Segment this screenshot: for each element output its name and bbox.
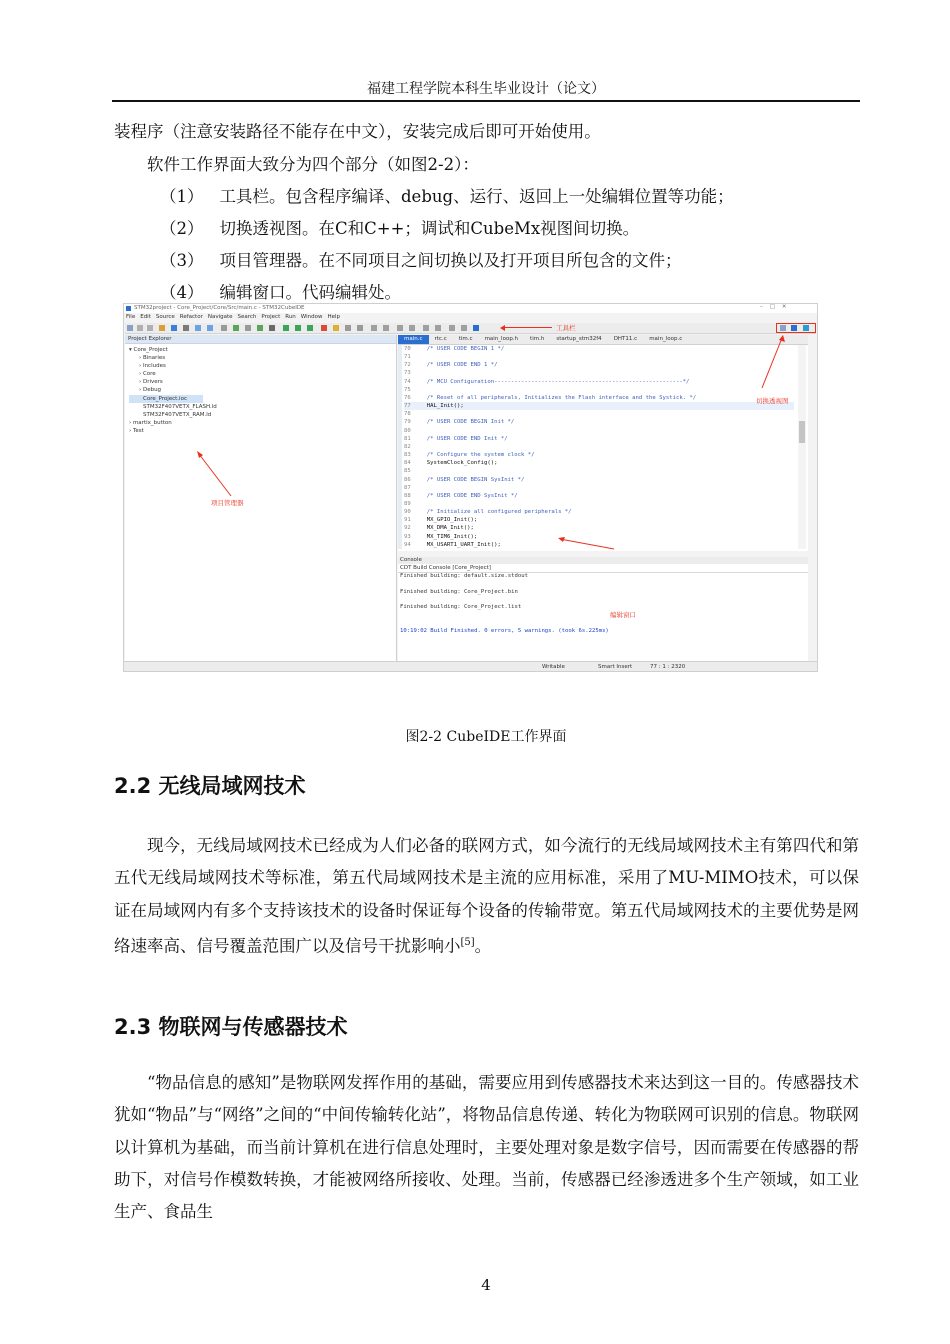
- code-line: [404, 459, 794, 467]
- tab-tim-c[interactable]: tim.c: [458, 336, 473, 342]
- code-line: [404, 402, 794, 410]
- console-subheader: [398, 565, 808, 573]
- code-line: [404, 435, 794, 443]
- running-header: 福建工程学院本科生毕业设计（论文）: [367, 81, 605, 97]
- console-line: [400, 620, 609, 628]
- list-item-3: [160, 247, 682, 271]
- code-line: [404, 524, 794, 532]
- line-text: /* Reset of all peripherals, Initializes the Flash interface and the Systick. */: [420, 394, 697, 401]
- window-controls-icon: – □ ✕: [760, 304, 787, 310]
- list-num: （1）: [160, 187, 204, 206]
- menu-help[interactable]: Help: [327, 314, 341, 320]
- console-line: Finished building: Core_Project.list: [400, 604, 522, 611]
- menu-search[interactable]: Search: [237, 314, 257, 320]
- tree-item[interactable]: › Binaries: [139, 355, 166, 362]
- tab-main-loop-c[interactable]: main_loop.c: [649, 336, 683, 342]
- code-line: [404, 508, 794, 516]
- code-line: [404, 394, 794, 402]
- line-number: 87: [404, 484, 411, 491]
- tree-item[interactable]: STM32F407VETX_RAM.ld: [143, 411, 212, 418]
- code-line: [404, 345, 794, 353]
- project-explorer: [125, 335, 397, 669]
- line-number: 83: [404, 452, 411, 459]
- line-number: 77: [404, 403, 411, 410]
- window-titlebar: [124, 304, 817, 313]
- console-tab[interactable]: Console: [400, 557, 422, 563]
- line-number: 75: [404, 386, 411, 393]
- line-text: /* USER CODE END SysInit */: [420, 492, 518, 499]
- tree-item[interactable]: › martix_button: [129, 419, 172, 426]
- tree-item[interactable]: › Core: [139, 371, 156, 378]
- code-line: [404, 427, 794, 435]
- perspective-switcher[interactable]: [776, 323, 816, 333]
- toolbar-icons[interactable]: [127, 324, 487, 332]
- menu-bar: [126, 314, 340, 322]
- tree-item[interactable]: › Test: [129, 427, 144, 434]
- list-item-4: [160, 279, 401, 303]
- section-2-2-end: 。: [474, 936, 492, 956]
- header-rule: [112, 100, 860, 102]
- section-2-3-body: [114, 1067, 859, 1228]
- project-tree: [129, 346, 217, 435]
- code-line: [404, 467, 794, 475]
- line-number: 94: [404, 541, 411, 548]
- editor-gutter: [398, 345, 402, 549]
- status-bar: [124, 661, 817, 671]
- menu-navigate[interactable]: Navigate: [207, 314, 233, 320]
- line-text: /* Configure the system clock */: [420, 452, 535, 459]
- editor-tabs: [398, 335, 808, 345]
- annotation-editor: 编辑窗口: [610, 611, 636, 619]
- perspective-cpp-icon[interactable]: [780, 325, 786, 331]
- cubeide-screenshot: [123, 303, 818, 672]
- editor-pane: [398, 335, 808, 551]
- list-num: （3）: [160, 251, 204, 270]
- perspective-debug-icon[interactable]: [791, 325, 797, 331]
- line-number: 81: [404, 435, 411, 442]
- page-number: 4: [481, 1276, 491, 1294]
- line-number: 90: [404, 509, 411, 516]
- list-num: （2）: [160, 219, 204, 238]
- toolbar-arrow: [504, 327, 552, 328]
- code-area[interactable]: [404, 345, 794, 549]
- annotation-explorer: 项目管理器: [211, 499, 244, 507]
- line-text: /* MCU Configuration--------------------------------------------------------*/: [420, 378, 690, 385]
- menu-file[interactable]: File: [126, 314, 136, 320]
- tree-item[interactable]: › Includes: [139, 363, 166, 370]
- list-text: 项目管理器。在不同项目之间切换以及打开项目所包含的文件；: [219, 251, 682, 270]
- code-line: [404, 451, 794, 459]
- list-item-2: [160, 215, 639, 239]
- line-number: 78: [404, 411, 411, 418]
- code-line: [404, 418, 794, 426]
- code-line: [404, 369, 794, 377]
- perspective-cubemx-icon[interactable]: [803, 325, 809, 331]
- figure-caption: 图2-2 CubeIDE工作界面: [405, 729, 567, 745]
- editor-scrollbar[interactable]: [798, 345, 806, 549]
- status-insert-mode: Smart Insert: [598, 664, 633, 670]
- intro-line-2: 软件工作界面大致分为四个部分（如图2-2）：: [147, 155, 479, 174]
- section-2-2-text: 现今，无线局域网技术已经成为人们必备的联网方式，如今流行的无线局域网技术主有第四代和第五代无线局域网技术等标准，第五代局域网技术是主流的应用标准，采用了MU-MIMO技术，可以保证在局域网内有多个支持该技术的设备时保证每个设备的传输带宽。第五代局域网技术的主要优势是网络速率高、信号覆盖范围广以及信号干扰影响小: [114, 836, 859, 956]
- section-heading-2-2: 2.2 无线局域网技术: [114, 774, 306, 798]
- section-2-2-body: [114, 830, 859, 963]
- line-text: /* USER CODE BEGIN SysInit */: [420, 476, 525, 483]
- toolbar-arrowhead-icon: [500, 325, 505, 331]
- line-text: MX_USART1_UART_Init();: [420, 541, 501, 548]
- citation: [5]: [460, 936, 475, 948]
- line-number: 74: [404, 378, 411, 385]
- line-number: 76: [404, 394, 411, 401]
- console-output: [400, 573, 609, 635]
- line-number: 92: [404, 525, 411, 532]
- line-number: 91: [404, 517, 411, 524]
- app-icon: [126, 306, 131, 311]
- line-text: MX_TIM6_Init();: [420, 533, 478, 540]
- list-text: 工具栏。包含程序编译、debug、运行、返回上一处编辑位置等功能；: [219, 187, 734, 206]
- line-number: 72: [404, 362, 411, 369]
- list-text: 编辑窗口。代码编辑处。: [219, 283, 401, 302]
- scrollbar-thumb[interactable]: [799, 421, 805, 443]
- code-line: [404, 378, 794, 386]
- tab-dht11-c[interactable]: DHT11.c: [613, 336, 638, 342]
- code-line: [404, 386, 794, 394]
- annotation-perspective: 切换透视图: [756, 397, 789, 405]
- explorer-arrow: [195, 450, 235, 500]
- line-number: 86: [404, 476, 411, 483]
- explorer-header: [125, 335, 396, 344]
- line-text: MX_DMA_Init();: [420, 525, 474, 532]
- line-number: 71: [404, 354, 411, 361]
- tab-tim-h[interactable]: tim.h: [530, 336, 545, 342]
- window-title: STM32project - Core_Project/Core/Src/main.c - STM32CubeIDE: [134, 305, 305, 311]
- tree-item[interactable]: STM32F407VETX_FLASH.ld: [143, 403, 217, 410]
- tree-item[interactable]: › Debug: [139, 387, 162, 394]
- code-line: [404, 492, 794, 500]
- code-line: [404, 516, 794, 524]
- toolbar: [125, 323, 816, 334]
- line-number: 84: [404, 460, 411, 467]
- console-line: [400, 612, 609, 620]
- menu-edit[interactable]: Edit: [140, 314, 151, 320]
- code-line: [404, 484, 794, 492]
- line-text: /* USER CODE BEGIN 1 */: [420, 346, 505, 352]
- menu-project[interactable]: Project: [261, 314, 281, 320]
- status-writable: Writable: [542, 664, 565, 670]
- line-number: 79: [404, 419, 411, 426]
- tree-item[interactable]: › Drivers: [139, 379, 163, 386]
- menu-run[interactable]: Run: [285, 314, 296, 320]
- section-2-3-text: “物品信息的感知”是物联网发挥作用的基础，需要应用到传感器技术来达到这一目的。传感器技术犹如“物品”与“网络”之间的“中间传输转化站”，将物品信息传递、转化为物联网可识别的信息。物联网以计算机为基础，而当前计算机在进行信息处理时，主要处理对象是数字信号，因而需要在传感器的帮助下，对信号作模数转换，才能被网络所接收、处理。当前，传感器已经渗透进多个生产领域，如工业生产、食品生: [114, 1073, 859, 1222]
- code-line: [404, 500, 794, 508]
- menu-refactor[interactable]: Refactor: [179, 314, 203, 320]
- console-subtitle: CDT Build Console [Core_Project]: [400, 565, 491, 571]
- explorer-title[interactable]: Project Explorer: [128, 336, 172, 342]
- code-line: [404, 443, 794, 451]
- tab-rtc-c[interactable]: rtc.c: [434, 336, 447, 342]
- list-num: （4）: [160, 283, 204, 302]
- code-line: [404, 353, 794, 361]
- list-item-1: [160, 183, 734, 207]
- menu-window[interactable]: Window: [300, 314, 323, 320]
- tree-item-selected[interactable]: Core_Project.ioc: [129, 395, 203, 403]
- line-text: /* USER CODE END Init */: [420, 435, 508, 442]
- tree-item[interactable]: ▾ Core_Project: [129, 347, 168, 353]
- tab-main-loop-h[interactable]: main_loop.h: [484, 336, 519, 342]
- line-text: SystemClock_Config();: [420, 460, 498, 467]
- line-number: 93: [404, 533, 411, 540]
- status-cursor-position: 77 : 1 : 2320: [650, 664, 686, 670]
- line-text: MX_GPIO_Init();: [420, 517, 478, 524]
- line-number: 89: [404, 500, 411, 507]
- code-line: [404, 361, 794, 369]
- intro-line-1: 装程序（注意安装路径不能存在中文），安装完成后即可开始使用。: [114, 122, 601, 141]
- console-line: [400, 596, 609, 604]
- perspective-arrow: [758, 334, 788, 392]
- menu-source[interactable]: Source: [155, 314, 175, 320]
- line-text: HAL_Init();: [420, 403, 464, 410]
- list-text: 切换透视图。在C和C++；调试和CubeMx视图间切换。: [219, 219, 640, 238]
- line-number: 88: [404, 492, 411, 499]
- console-tabbar: [398, 557, 808, 564]
- line-number: 85: [404, 468, 411, 475]
- line-number: 73: [404, 370, 411, 377]
- console-line: [400, 581, 609, 589]
- tab-startup[interactable]: startup_stm32f4: [556, 336, 602, 342]
- code-line: [404, 476, 794, 484]
- console-line: 10:19:02 Build Finished. 0 errors, 5 warnings. (took 6s.225ms): [400, 627, 609, 634]
- line-text: /* USER CODE BEGIN Init */: [420, 419, 515, 426]
- tab-main-c[interactable]: main.c: [398, 335, 429, 344]
- line-text: /* USER CODE END 1 */: [420, 362, 498, 369]
- section-heading-2-3: 2.3 物联网与传感器技术: [114, 1015, 348, 1039]
- line-number: 70: [404, 346, 411, 352]
- console-line: Finished building: default.size.stdout: [400, 573, 528, 579]
- editor-arrow: [558, 535, 618, 551]
- console-line: Finished building: Core_Project.bin: [400, 588, 518, 595]
- line-text: /* Initialize all configured peripherals */: [420, 509, 572, 516]
- annotation-toolbar: 工具栏: [556, 324, 576, 332]
- line-number: 82: [404, 443, 411, 450]
- console-pane: [398, 557, 808, 661]
- line-number: 80: [404, 427, 411, 434]
- code-line: [404, 410, 794, 418]
